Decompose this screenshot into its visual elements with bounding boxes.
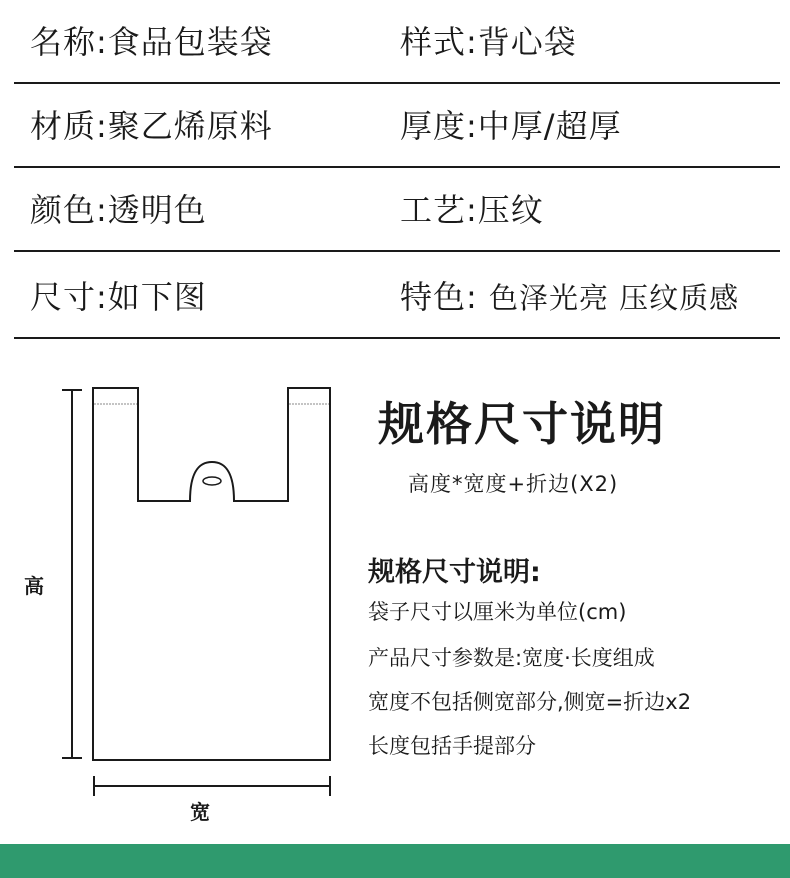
spec-row-name [14,0,780,84]
spec-thickness: 厚度:中厚/超厚 [400,107,622,145]
row-divider [14,250,780,252]
bag-diagram [0,370,360,840]
bag-outline-svg [0,370,360,840]
spec-row-material [14,84,780,168]
spec-feature-label: 特色: [400,278,478,316]
spec-color: 颜色:透明色 [30,191,207,229]
spec-name: 名称:食品包装袋 [30,23,273,61]
spec-craft: 工艺:压纹 [400,191,544,229]
info-line: 长度包括手提部分 [368,734,536,758]
info-line: 宽度不包括侧宽部分,侧宽=折边x2 [368,690,692,714]
spec-row-color [14,168,780,252]
info-line: 袋子尺寸以厘米为单位(cm) [368,600,627,624]
spec-row-size [14,255,780,339]
spec-size: 尺寸:如下图 [30,278,207,316]
info-subtitle: 规格尺寸说明: [368,557,541,588]
hang-hole [203,477,221,485]
width-label: 宽 [190,800,210,824]
row-divider [14,337,780,339]
bag-outline [93,388,330,760]
footer-bar [0,844,790,878]
info-line: 产品尺寸参数是:宽度·长度组成 [368,646,655,670]
size-formula: 高度*宽度+折边(X2) [408,472,619,496]
spec-feature-value: 色泽光亮 压纹质感 [488,281,740,315]
spec-feature [400,277,739,318]
spec-table [14,0,780,340]
info-title: 规格尺寸说明 [378,397,666,451]
spec-material: 材质:聚乙烯原料 [30,107,273,145]
spec-style: 样式:背心袋 [400,23,577,61]
height-label: 高 [24,574,44,598]
